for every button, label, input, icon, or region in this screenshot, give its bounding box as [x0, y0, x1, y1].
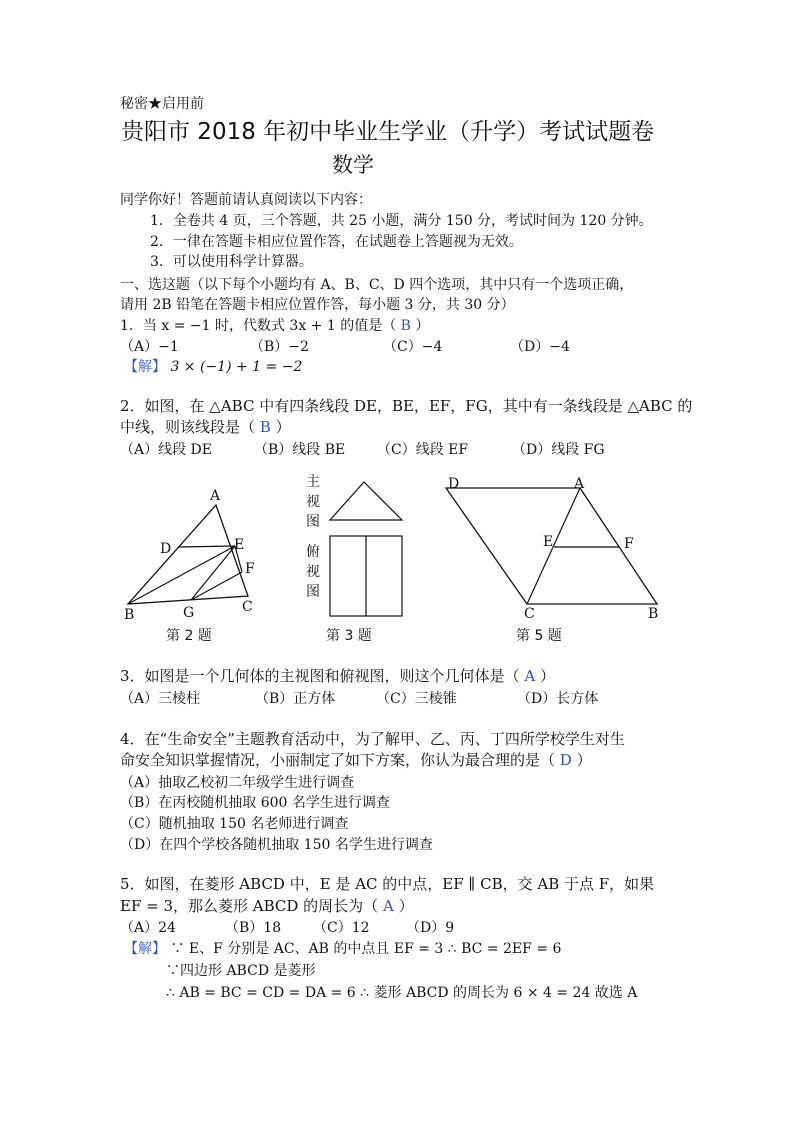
- option-c: （C）随机抽取 150 名老师进行调查: [120, 816, 349, 832]
- option-d: （D）9: [406, 920, 455, 936]
- view-label-char: 视: [306, 494, 320, 510]
- intro-greeting: 同学你好！答题前请认真阅读以下内容：: [120, 192, 372, 208]
- section-heading: 一、选这题（以下每个小题均有 A、B、C、D 四个选项，其中只有一个选项正确，: [120, 277, 634, 293]
- option-c: （C）−4: [383, 339, 443, 355]
- point-label: C: [524, 606, 535, 622]
- question-3-stem: 3．如图是一个几何体的主视图和俯视图，则这个几何体是（ A ）: [120, 667, 555, 685]
- view-label-char: 图: [306, 514, 320, 530]
- intro-note: 2．一律在答题卡相应位置作答，在试题卷上答题视为无效。: [150, 234, 523, 250]
- point-label: E: [234, 537, 245, 553]
- option-b: （B）−2: [250, 339, 309, 355]
- point-label: A: [210, 488, 221, 504]
- intro-note: 3．可以使用科学计算器。: [150, 254, 313, 270]
- option-c: （C）12: [313, 920, 370, 936]
- intro-note: 1．全卷共 4 页，三个答题，共 25 小题，满分 150 分，考试时间为 120 分钟。: [150, 213, 653, 229]
- question-5-stem-cont: EF = 3，那么菱形 ABCD 的周长为（ A ）: [120, 897, 414, 915]
- answer-mark: D: [559, 751, 572, 769]
- solution-5: 【解】 ∵ E、F 分别是 AC、AB 的中点且 EF = 3 ∴ BC = 2EF = 6: [124, 941, 562, 957]
- point-label: F: [624, 536, 634, 552]
- exam-subject: 数学: [332, 153, 374, 177]
- option-a: （A）−1: [120, 339, 179, 355]
- option-b: （B）18: [225, 920, 282, 936]
- view-label-char: 主: [306, 474, 320, 490]
- point-label: D: [448, 476, 460, 492]
- figure-caption: 第 2 题: [166, 628, 212, 644]
- question-2-stem-cont: 中线，则该线段是（ B ）: [120, 418, 291, 436]
- point-label: G: [183, 605, 195, 621]
- option-d: （D）在四个学校各随机抽取 150 名学生进行调查: [120, 837, 433, 853]
- point-label: A: [574, 476, 585, 492]
- section-heading-cont: 请用 2B 铅笔在答题卡相应位置作答，每小题 3 分，共 30 分）: [120, 297, 515, 313]
- option-a: （A）抽取乙校初二年级学生进行调查: [120, 775, 355, 791]
- option-c: （C）三棱锥: [376, 691, 457, 707]
- option-b: （B）在丙校随机抽取 600 名学生进行调查: [120, 795, 390, 811]
- option-a: （A）24: [120, 920, 176, 936]
- option-d: （D）−4: [510, 339, 570, 355]
- question-4-stem: 4．在“生命安全”主题教育活动中，为了解甲、乙、丙、丁四所学校学生对生: [120, 730, 625, 748]
- question-5-stem: 5．如图，在菱形 ABCD 中，E 是 AC 的中点，EF ∥ CB，交 AB 于点 F，如果: [120, 875, 655, 893]
- confidential-mark: 秘密★启用前: [120, 96, 204, 112]
- solution-5-line: ∵四边形 ABCD 是菱形: [166, 963, 316, 979]
- figure-2: [118, 484, 268, 646]
- exam-title: 贵阳市 2018 年初中毕业生学业（升学）考试试题卷: [121, 119, 655, 145]
- answer-mark: B: [400, 318, 411, 334]
- option-a: （A）线段 DE: [120, 442, 213, 458]
- question-4-stem-cont: 命安全知识掌握情况，小丽制定了如下方案，你认为最合理的是（ D ）: [120, 751, 592, 769]
- figure-caption: 第 3 题: [326, 628, 372, 644]
- point-label: C: [242, 599, 253, 615]
- solution-tag: 【解】: [124, 359, 166, 375]
- answer-mark: A: [524, 667, 536, 685]
- figure-caption: 第 5 题: [516, 628, 562, 644]
- figure-3: [300, 470, 410, 646]
- point-label: B: [124, 607, 135, 623]
- question-2-stem: 2．如图，在 △ABC 中有四条线段 DE，BE，EF，FG，其中有一条线段是 △ABC 的: [120, 397, 693, 415]
- option-b: （B）线段 BE: [254, 442, 346, 458]
- figure-5: [440, 472, 670, 648]
- view-label-char: 视: [306, 564, 320, 580]
- point-label: B: [648, 606, 659, 622]
- question-1-stem: 1．当 x = −1 时，代数式 3x + 1 的值是（ B ）: [120, 318, 430, 334]
- option-b: （B）正方体: [255, 691, 336, 707]
- answer-mark: B: [259, 418, 271, 436]
- point-label: D: [160, 541, 172, 557]
- point-label: F: [245, 561, 255, 577]
- option-d: （D）线段 FG: [512, 442, 605, 458]
- option-a: （A）三棱柱: [120, 691, 201, 707]
- solution-5-line: ∴ AB = BC = CD = DA = 6 ∴ 菱形 ABCD 的周长为 6 × 4 = 24 故选 A: [166, 985, 638, 1001]
- answer-mark: A: [382, 897, 394, 915]
- point-label: E: [543, 534, 554, 550]
- view-label-char: 俯: [306, 544, 320, 560]
- view-label-char: 图: [306, 584, 320, 600]
- option-c: （C）线段 EF: [377, 442, 469, 458]
- option-d: （D）长方体: [517, 691, 599, 707]
- solution-tag: 【解】: [124, 941, 166, 957]
- solution-1: 【解】 3 × (−1) + 1 = −2: [124, 359, 303, 375]
